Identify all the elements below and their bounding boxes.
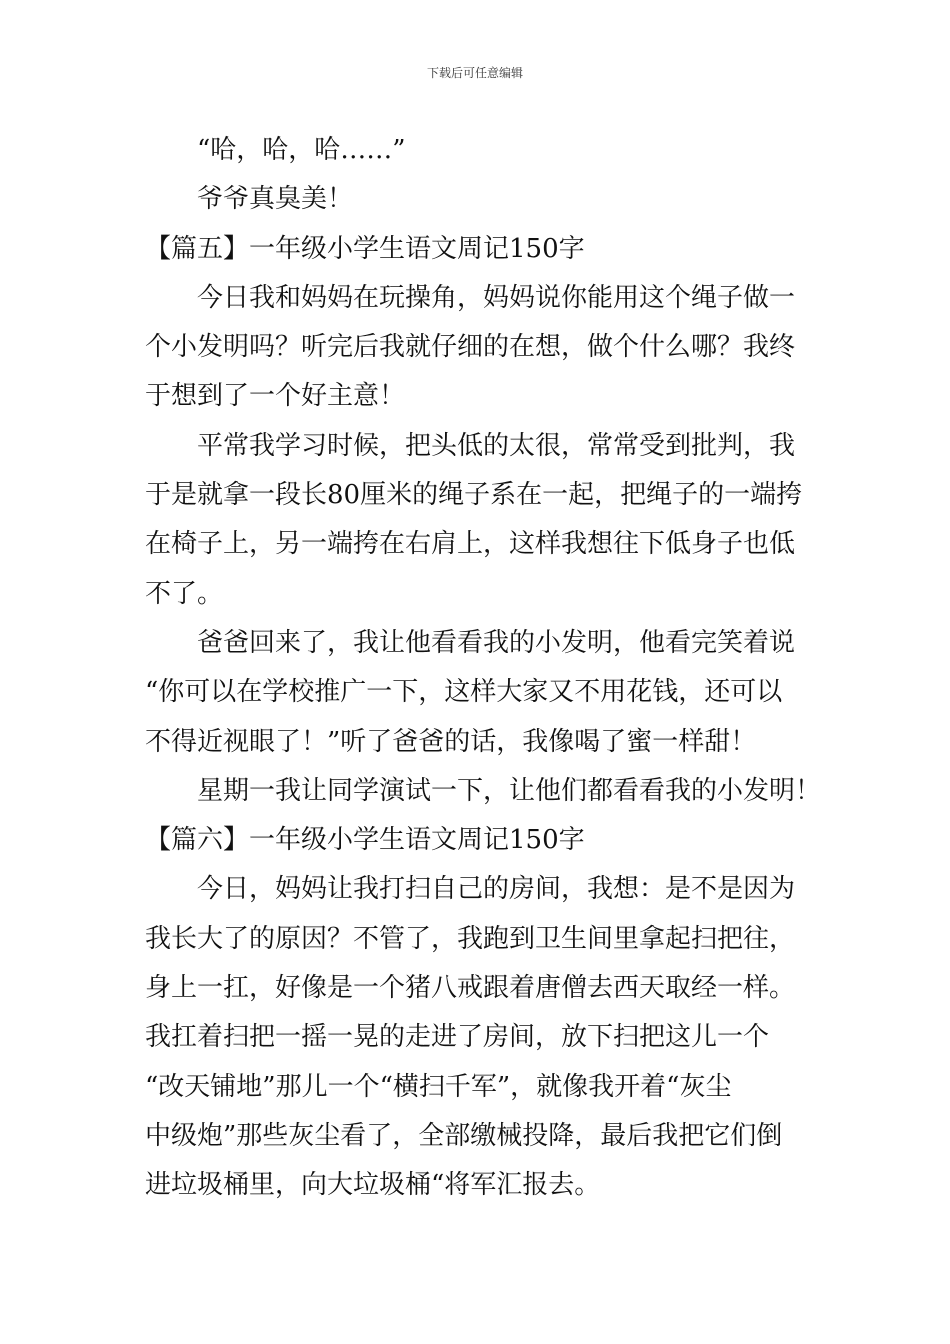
text-line: 进垃圾桶里，向大垃圾桶“将军汇报去。 [145, 1170, 601, 1201]
text-line: 于是就拿一段长80厘米的绳子系在一起，把绳子的一端挎 [145, 480, 803, 511]
text-line: 于想到了一个好主意！ [145, 381, 406, 412]
text-line: 个小发明吗？听完后我就仔细的在想，做个什么哪？我终 [145, 332, 796, 363]
text-line: 中级炮”那些灰尘看了，全部缴械投降，最后我把它们倒 [145, 1120, 783, 1151]
text-line: 不了。 [145, 578, 224, 609]
text-line: 我扛着扫把一摇一晃的走进了房间，放下扫把这儿一个 [145, 1022, 770, 1053]
text-line: 我长大了的原因？不管了，我跑到卫生间里拿起扫把往， [145, 923, 796, 954]
text-line: “你可以在学校推广一下，这样大家又不用花钱，还可以 [145, 677, 783, 708]
text-line: 在椅子上，另一端挎在右肩上，这样我想往下低身子也低 [145, 529, 796, 560]
section-heading: 【篇五】一年级小学生语文周记150字 [145, 233, 585, 264]
text-line: 身上一扛，好像是一个猪八戒跟着唐僧去西天取经一样。 [145, 973, 796, 1004]
text-line: 平常我学习时候，把头低的太很，常常受到批判，我 [197, 430, 796, 461]
document-body [145, 126, 822, 1211]
text-line: 爸爸回来了，我让他看看我的小发明，他看完笑着说 [197, 627, 796, 658]
text-line: 今日，妈妈让我打扫自己的房间，我想：是不是因为 [197, 874, 796, 905]
page-header: 下载后可任意编辑 [426, 66, 523, 80]
section-heading: 【篇六】一年级小学生语文周记150字 [145, 825, 585, 856]
text-line: “改天铺地”那儿一个“横扫千军”，就像我开着“灰尘 [145, 1071, 732, 1102]
text-line: 星期一我让同学演试一下，让他们都看看我的小发明！ [197, 775, 822, 806]
text-line: 今日我和妈妈在玩操角，妈妈说你能用这个绳子做一 [197, 282, 796, 313]
text-line: 不得近视眼了！”听了爸爸的话，我像喝了蜜一样甜！ [145, 726, 757, 757]
text-line: 爷爷真臭美！ [197, 184, 354, 215]
text-line: “哈，哈，哈……” [197, 135, 406, 165]
